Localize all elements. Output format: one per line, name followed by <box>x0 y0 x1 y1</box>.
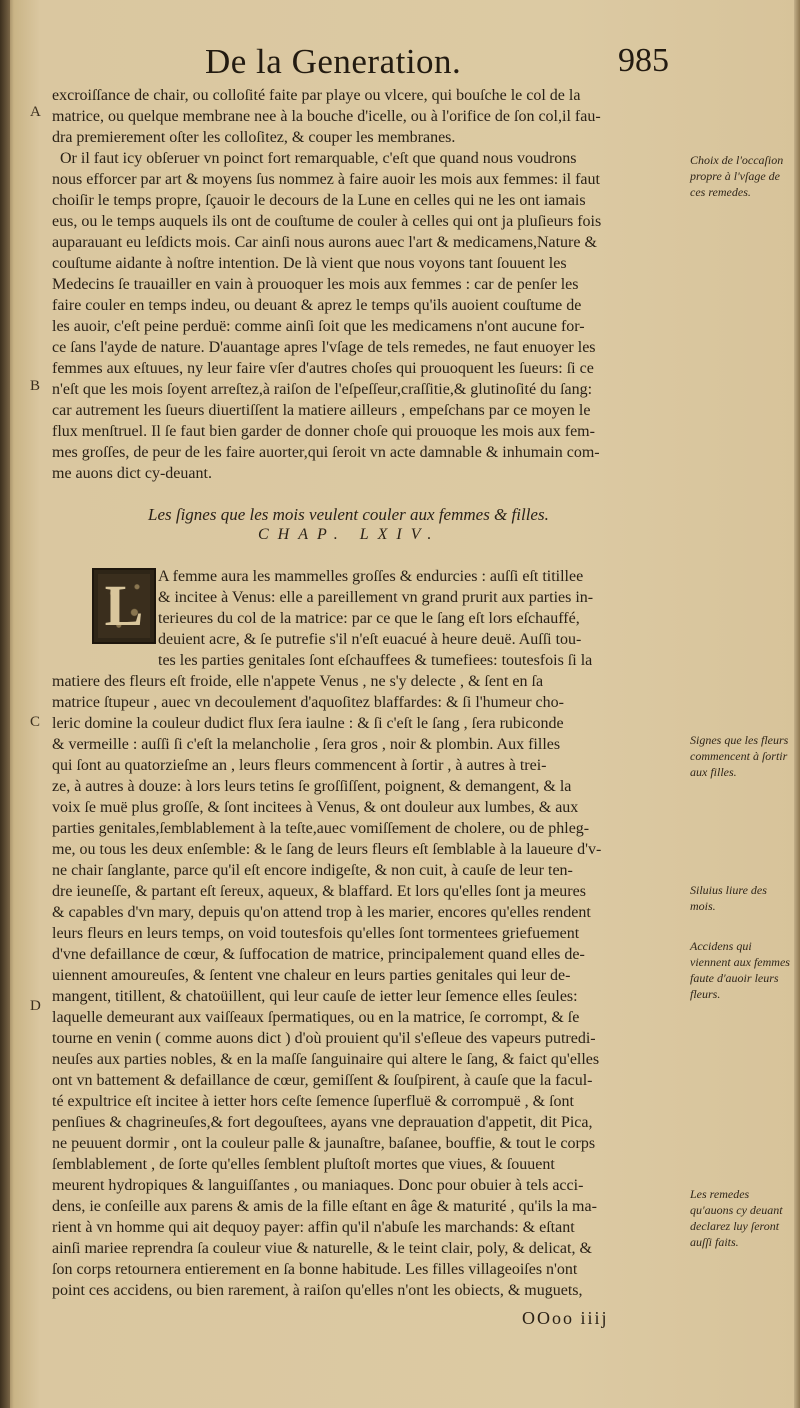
text-line: flux menſtruel. Il ſe faut bien garder de donner choſe qui prouoque les mois aux fem- <box>52 423 595 440</box>
text-line: & vermeille : auſſi ſi c'eſt la melancholie , ſera gros , noir & plombin. Aux filles <box>52 736 561 753</box>
text-line: dre ieuneſſe, & partant eſt ſereux, aqueux, & blaffard. Et lors qu'elles ſont ja meures <box>52 883 586 900</box>
text-line: ont vn battement & defaillance de cœur, gemiſſent & ſouſpirent, à cauſe que la facul- <box>52 1072 593 1089</box>
text-line: voix ſe muë plus groſſe, & ſont incitees à Venus, & ont douleur aux lumbes, & aux <box>52 799 579 816</box>
text-line: me auons dict cy-deuant. <box>52 465 212 482</box>
text-line: matiere des fleurs eſt froide, elle n'appete Venus , ne s'y delecte , & ſent en ſa <box>52 673 544 690</box>
text-line: leric domine la couleur dudict flux ſera iaulne : & ſi c'eſt le ſang , ſera rubiconde <box>52 715 564 732</box>
margin-note: Les remedes qu'auons cy deuant declarez luy ſeront auſſi faits. <box>690 1187 783 1249</box>
text-line: laquelle demeurant aux vaiſſeaux ſpermatiques, ou en la matrice, ſe corrompt, & ſe <box>52 1009 580 1026</box>
text-line: terieures du col de la matrice: par ce que le ſang eſt lors eſchauffé, <box>158 610 580 627</box>
section-mark-b: B <box>30 378 41 394</box>
text-line: ne chair ſanglante, parce qu'il eſt encore indigeſte, & non cuit, à cauſe de leur ten- <box>52 862 573 879</box>
text-line: ce ſans l'ayde de nature. D'auantage apres l'vſage de tels remedes, ne faut enuoyer les <box>52 339 596 356</box>
text-line: Medecins ſe trauailler en vain à prouoquer les mois aux femmes : car de penſer les <box>52 276 579 293</box>
text-line: ne peuuent dormir , ont la couleur palle & jaunaſtre, baſanee, bouffie, & tout le corps <box>52 1135 596 1152</box>
text-line: dens, ie conſeille aux parens & amis de la fille eſtant en âge & maturité , qu'ils la ma- <box>52 1198 597 1215</box>
text-line: qui ſont au quatorzieſme an , leurs fleurs commencent à ſortir , à autres à trei- <box>52 757 547 774</box>
text-line: me, ou tous les deux enſemble: & le ſang de leurs fleurs eſt ſemblable à la laueure d'v- <box>52 841 602 858</box>
text-line: matrice ſtupeur , auec vn decoulement d'aquoſitez blaffardes: & ſi l'humeur cho- <box>52 694 564 711</box>
page-number: 985 <box>618 42 669 79</box>
text-line: nous efforcer par art & moyens ſus nommez à faire auoir les mois aux femmes: il faut <box>52 171 600 188</box>
text-line: matrice, ou quelque membrane nee à la bouche d'icelle, ou à l'orifice de ſon col,il fau- <box>52 108 601 125</box>
text-line: n'eſt que les mois ſoyent arreſtez,à raiſon de l'eſpeſſeur,craſſitie,& glutinoſité du ſang: <box>52 381 593 398</box>
text-line: eus, ou le temps auquels ils ont de couſtume de couler à celles qui ont ja pluſieurs fois <box>52 213 602 230</box>
section-mark-a: A <box>30 104 41 120</box>
text-line: té expultrice eſt incitee à ietter hors ceſte ſemence ſuperfluë & corrompuë , & ſont <box>52 1093 574 1110</box>
binding-gutter <box>0 0 10 1408</box>
signature-mark: OOoo iiij <box>522 1308 609 1328</box>
section-mark-d: D <box>30 998 41 1014</box>
text-line: penſiues & chagrineuſes,& fort degouſtees, ayans vne deprauation d'appetit, dit Pica, <box>52 1114 593 1131</box>
text-line: Or il faut icy obſeruer vn poinct fort remarquable, c'eſt que quand nous voudrons <box>60 150 577 167</box>
text-line: couſtume aidante à noſtre intention. De là vient que nous voyons tant ſouuent les <box>52 255 567 272</box>
text-line: neuſes aux parties nobles, & en la maſſe ſanguinaire qui altere le ſang, & faict qu'elles <box>52 1051 600 1068</box>
text-line: auparauant eu leſdicts mois. Car ainſi nous aurons auec l'art & medicamens,Nature & <box>52 234 597 251</box>
decorated-initial <box>92 568 156 644</box>
text-line: excroiſſance de chair, ou colloſité faite par playe ou vlcere, qui bouſche le col de la <box>52 87 581 104</box>
section-mark-c: C <box>30 714 41 730</box>
text-line: parties genitales,ſemblablement à la teſte,auec vomiſſement de cholere, ou de phleg- <box>52 820 590 837</box>
text-line: A femme aura les mammelles groſſes & endurcies : auſſi eſt titillee <box>158 568 584 585</box>
text-line: ze, à autres à douze: à lors leurs tetins ſe groſſiſſent, poignent, & demangent, & la <box>52 778 572 795</box>
text-line: & incitee à Venus: elle a pareillement vn grand prurit aux parties in- <box>158 589 594 606</box>
text-line: choiſir le temps propre, ſçauoir le decours de la Lune en celles qui ne les ont iamais <box>52 192 586 209</box>
running-title: De la Generation. <box>205 42 462 81</box>
margin-note: Signes que les fleurs commencent à ſortir aux filles. <box>690 733 789 779</box>
text-line: car autrement les ſueurs diuertiſſent la matiere ailleurs , empeſchans par ce moyen le <box>52 402 591 419</box>
text-line: ſemblablement , de ſorte qu'elles ſemblent pluſtoſt mortes que viues, & ſouuent <box>52 1156 555 1173</box>
text-line: tes les parties genitales ſont eſchauffees & tumefiees: toutesfois ſi la <box>158 652 593 669</box>
margin-note: Accidens qui viennent aux femmes faute d'auoir leurs fleurs. <box>690 939 790 1001</box>
text-line: ſon corps retournera entierement en ſa bonne habitude. Les filles villageoiſes n'ont <box>52 1261 578 1278</box>
initial-letter: L <box>104 573 144 638</box>
text-line: ainſi mariee reprendra ſa couleur viue & naturelle, & le teint clair, poly, & delicat, & <box>52 1240 592 1257</box>
margin-note: Siluius liure des mois. <box>690 883 767 913</box>
text-line: mes groſſes, de peur de les faire auorter,qui ſeroit vn acte damnable & inhumain com- <box>52 444 600 461</box>
chapter-number: CHAP. LXIV. <box>258 526 441 543</box>
text-line: point ces accidens, ou bien rarement, à raiſon qu'elles n'ont les obiects, & muguets, <box>52 1282 583 1299</box>
text-line: leurs fleurs en leurs temps, on void toutesfois qu'elles ſont tormentees griefuement <box>52 925 580 942</box>
margin-note: Choix de l'occaſion propre à l'vſage de ces remedes. <box>690 153 784 199</box>
text-line: d'vne defaillance de cœur, & ſuffocation de matrice, principalement quand elles de- <box>52 946 585 963</box>
text-line: femmes aux eſtuues, ny leur faire vſer d'autres choſes qui prouoquent les ſueurs: ſi ce <box>52 360 594 377</box>
chapter-title: Les ſignes que les mois veulent couler aux femmes & filles. <box>148 505 549 524</box>
text-line: les auoir, c'eſt peine perduë: comme ainſi ſoit que les medicamens n'ont aucune for- <box>52 318 585 335</box>
text-line: mangent, titillent, & chatoüillent, qui leur cauſe de ietter leur ſemence elles ſeules: <box>52 988 578 1005</box>
text-line: uiennent amoureuſes, & ſentent vne chaleur en leurs parties genitales qui leur de- <box>52 967 571 984</box>
text-line: faire couler en temps indeu, ou deuant & aprez le temps qu'ils auoient couſtume de <box>52 297 582 314</box>
text-line: deuient acre, & ſe putrefie s'il n'eſt euacué à heure deuë. Auſſi tou- <box>158 631 582 648</box>
text-line: tourne en venin ( comme auons dict ) d'où prouient qu'il s'eſleue des vapeurs putredi- <box>52 1030 596 1047</box>
text-line: meurent hydropiques & languiſſantes , ou maniaques. Donc pour obuier à tels acci- <box>52 1177 584 1194</box>
text-line: rient à vn homme qui ait dequoy payer: affin qu'il n'abuſe les marchands: & eſtant <box>52 1219 575 1236</box>
text-line: dra premierement oſter les colloſitez, & couper les membranes. <box>52 129 456 146</box>
text-line: & capables d'vn mary, depuis qu'on attend trop à les marier, encores qu'elles rendent <box>52 904 591 921</box>
